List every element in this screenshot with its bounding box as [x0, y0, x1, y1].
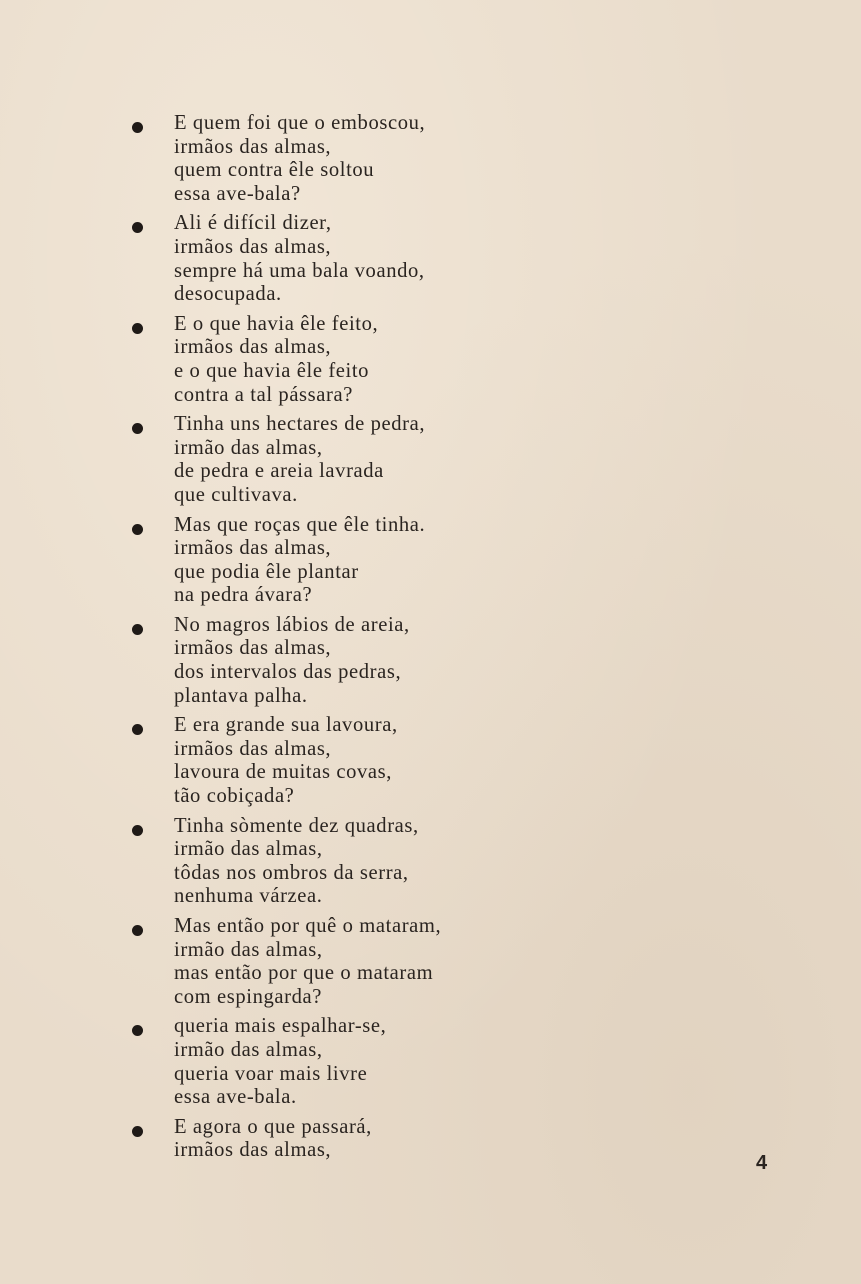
poem-line: irmãos das almas,: [174, 737, 332, 760]
poem-line: mas então por que o mataram: [174, 962, 434, 985]
stanza-lines: [174, 714, 548, 808]
poem-line: queria voar mais livre: [174, 1062, 368, 1085]
poem-line: e o que havia êle feito: [174, 359, 370, 382]
poem-line: tão cobiçada?: [174, 785, 295, 808]
poem-line: plantava palha.: [174, 684, 308, 707]
bullet-icon: [132, 423, 143, 434]
poem-line: que cultivava.: [174, 483, 298, 506]
stanza-lines: [174, 413, 548, 507]
poem: [128, 112, 548, 1169]
poem-line: tôdas nos ombros da serra,: [174, 861, 409, 884]
poem-line: essa ave-bala?: [174, 182, 301, 205]
stanza-lines: [174, 514, 548, 608]
stanza: [128, 1116, 548, 1163]
poem-line: Tinha sòmente dez quadras,: [174, 814, 419, 837]
poem-line: nenhuma várzea.: [174, 885, 323, 908]
poem-line: essa ave-bala.: [174, 1086, 297, 1109]
stanza: [128, 1015, 548, 1109]
poem-line: na pedra ávara?: [174, 584, 313, 607]
stanza: [128, 514, 548, 608]
poem-line: irmão das almas,: [174, 1038, 323, 1061]
stanza: [128, 313, 548, 407]
poem-line: com espingarda?: [174, 985, 322, 1008]
poem-line: irmãos das almas,: [174, 537, 332, 560]
poem-line: de pedra e areia lavrada: [174, 460, 384, 483]
poem-line: irmão das almas,: [174, 436, 323, 459]
poem-line: lavoura de muitas covas,: [174, 761, 392, 784]
poem-line: Tinha uns hectares de pedra,: [174, 413, 426, 436]
poem-line: desocupada.: [174, 283, 282, 306]
poem-line: dos intervalos das pedras,: [174, 661, 402, 684]
poem-line: queria mais espalhar-se,: [174, 1015, 387, 1038]
bullet-icon: [132, 222, 143, 233]
poem-line: Mas então por quê o mataram,: [174, 915, 442, 937]
stanza: [128, 815, 548, 909]
page-number: 4: [756, 1152, 768, 1174]
stanza-lines: [174, 1015, 548, 1109]
poem-line: Ali é difícil dizer,: [174, 212, 332, 235]
poem-line: irmãos das almas,: [174, 336, 332, 359]
poem-line: irmão das almas,: [174, 838, 323, 861]
bullet-icon: [132, 825, 143, 836]
bullet-icon: [132, 122, 143, 133]
poem-line: No magros lábios de areia,: [174, 613, 410, 636]
stanza-lines: [174, 112, 548, 206]
bullet-icon: [132, 624, 143, 635]
stanza-lines: [174, 1116, 548, 1163]
poem-line: irmãos das almas,: [174, 637, 332, 660]
stanza-lines: [174, 614, 548, 708]
stanza: [128, 413, 548, 507]
poem-line: que podia êle plantar: [174, 560, 359, 583]
bullet-icon: [132, 524, 143, 535]
bullet-icon: [132, 724, 143, 735]
poem-line: irmãos das almas,: [174, 135, 332, 158]
stanza: [128, 614, 548, 708]
stanza: [128, 714, 548, 808]
poem-line: irmãos das almas,: [174, 1139, 332, 1162]
poem-line: E quem foi que o emboscou,: [174, 112, 426, 134]
stanza-lines: [174, 815, 548, 909]
bullet-icon: [132, 1126, 143, 1137]
poem-line: E o que havia êle feito,: [174, 312, 379, 335]
bullet-icon: [132, 323, 143, 334]
stanza-lines: [174, 212, 548, 306]
stanza: [128, 112, 548, 206]
stanza: [128, 212, 548, 306]
poem-line: E era grande sua lavoura,: [174, 714, 398, 737]
poem-line: Mas que roças que êle tinha.: [174, 513, 426, 536]
poem-line: irmãos das almas,: [174, 235, 332, 258]
stanza-lines: [174, 313, 548, 407]
poem-line: contra a tal pássara?: [174, 383, 353, 406]
bullet-icon: [132, 1025, 143, 1036]
poem-line: quem contra êle soltou: [174, 159, 375, 182]
stanza-lines: [174, 915, 548, 1009]
poem-line: sempre há uma bala voando,: [174, 259, 425, 282]
poem-line: E agora o que passará,: [174, 1115, 372, 1138]
poem-line: irmão das almas,: [174, 938, 323, 961]
bullet-icon: [132, 925, 143, 936]
stanza: [128, 915, 548, 1009]
